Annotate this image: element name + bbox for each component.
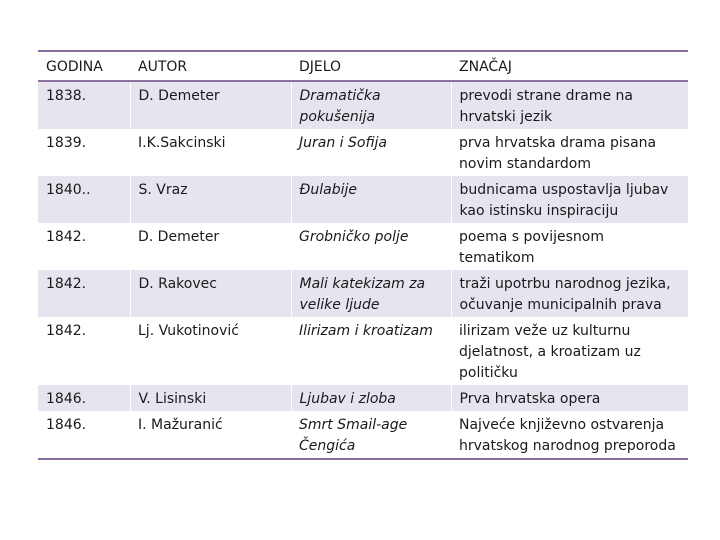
- literature-table-container: [38, 50, 688, 460]
- cell-work: Ljubav i zloba: [291, 385, 451, 411]
- cell-author: D. Rakovec: [130, 270, 291, 317]
- header-work: DJELO: [299, 58, 342, 75]
- table-row: [38, 176, 688, 223]
- cell-author: S. Vraz: [130, 176, 291, 223]
- table-row: [38, 129, 688, 176]
- cell-author: Lj. Vukotinović: [130, 317, 291, 385]
- cell-author: D. Demeter: [130, 223, 291, 270]
- cell-author: I. Mažuranić: [130, 411, 291, 459]
- header-row: [38, 51, 688, 81]
- cell-author: I.K.Sakcinski: [130, 129, 291, 176]
- table-row: [38, 385, 688, 411]
- cell-author: D. Demeter: [130, 81, 291, 129]
- cell-year: 1846.: [38, 385, 130, 411]
- cell-significance: Najveće književno ostvarenja hrvatskog narodnog preporoda: [451, 411, 688, 459]
- table-header: [38, 51, 688, 81]
- cell-work: Mali katekizam za velike ljude: [291, 270, 451, 317]
- header-author: AUTOR: [138, 58, 188, 75]
- cell-work: Đulabije: [291, 176, 451, 223]
- table-row: [38, 223, 688, 270]
- cell-year: 1846.: [38, 411, 130, 459]
- cell-author: V. Lisinski: [130, 385, 291, 411]
- cell-year: 1842.: [38, 317, 130, 385]
- cell-work: Grobničko polje: [291, 223, 451, 270]
- cell-significance: traži upotrbu narodnog jezika, očuvanje municipalnih prava: [451, 270, 688, 317]
- cell-year: 1840..: [38, 176, 130, 223]
- cell-significance: prevodi strane drame na hrvatski jezik: [451, 81, 688, 129]
- cell-work: Ilirizam i kroatizam: [291, 317, 451, 385]
- cell-significance: budnicama uspostavlja ljubav kao istinsku inspiraciju: [451, 176, 688, 223]
- table-row: [38, 270, 688, 317]
- table-body: [38, 81, 688, 459]
- cell-year: 1839.: [38, 129, 130, 176]
- table-row: [38, 317, 688, 385]
- cell-significance: prva hrvatska drama pisana novim standardom: [451, 129, 688, 176]
- cell-significance: Prva hrvatska opera: [451, 385, 688, 411]
- cell-year: 1838.: [38, 81, 130, 129]
- cell-year: 1842.: [38, 223, 130, 270]
- header-year: GODINA: [46, 58, 103, 75]
- table-row: [38, 81, 688, 129]
- cell-work: Juran i Sofija: [291, 129, 451, 176]
- literature-table: [38, 50, 688, 460]
- cell-work: Smrt Smail-age Čengića: [291, 411, 451, 459]
- cell-significance: ilirizam veže uz kulturnu djelatnost, a kroatizam uz političku: [451, 317, 688, 385]
- table-row: [38, 411, 688, 459]
- cell-work: Dramatička pokušenija: [291, 81, 451, 129]
- cell-significance: poema s povijesnom tematikom: [451, 223, 688, 270]
- header-significance: ZNAČAJ: [459, 58, 512, 75]
- cell-year: 1842.: [38, 270, 130, 317]
